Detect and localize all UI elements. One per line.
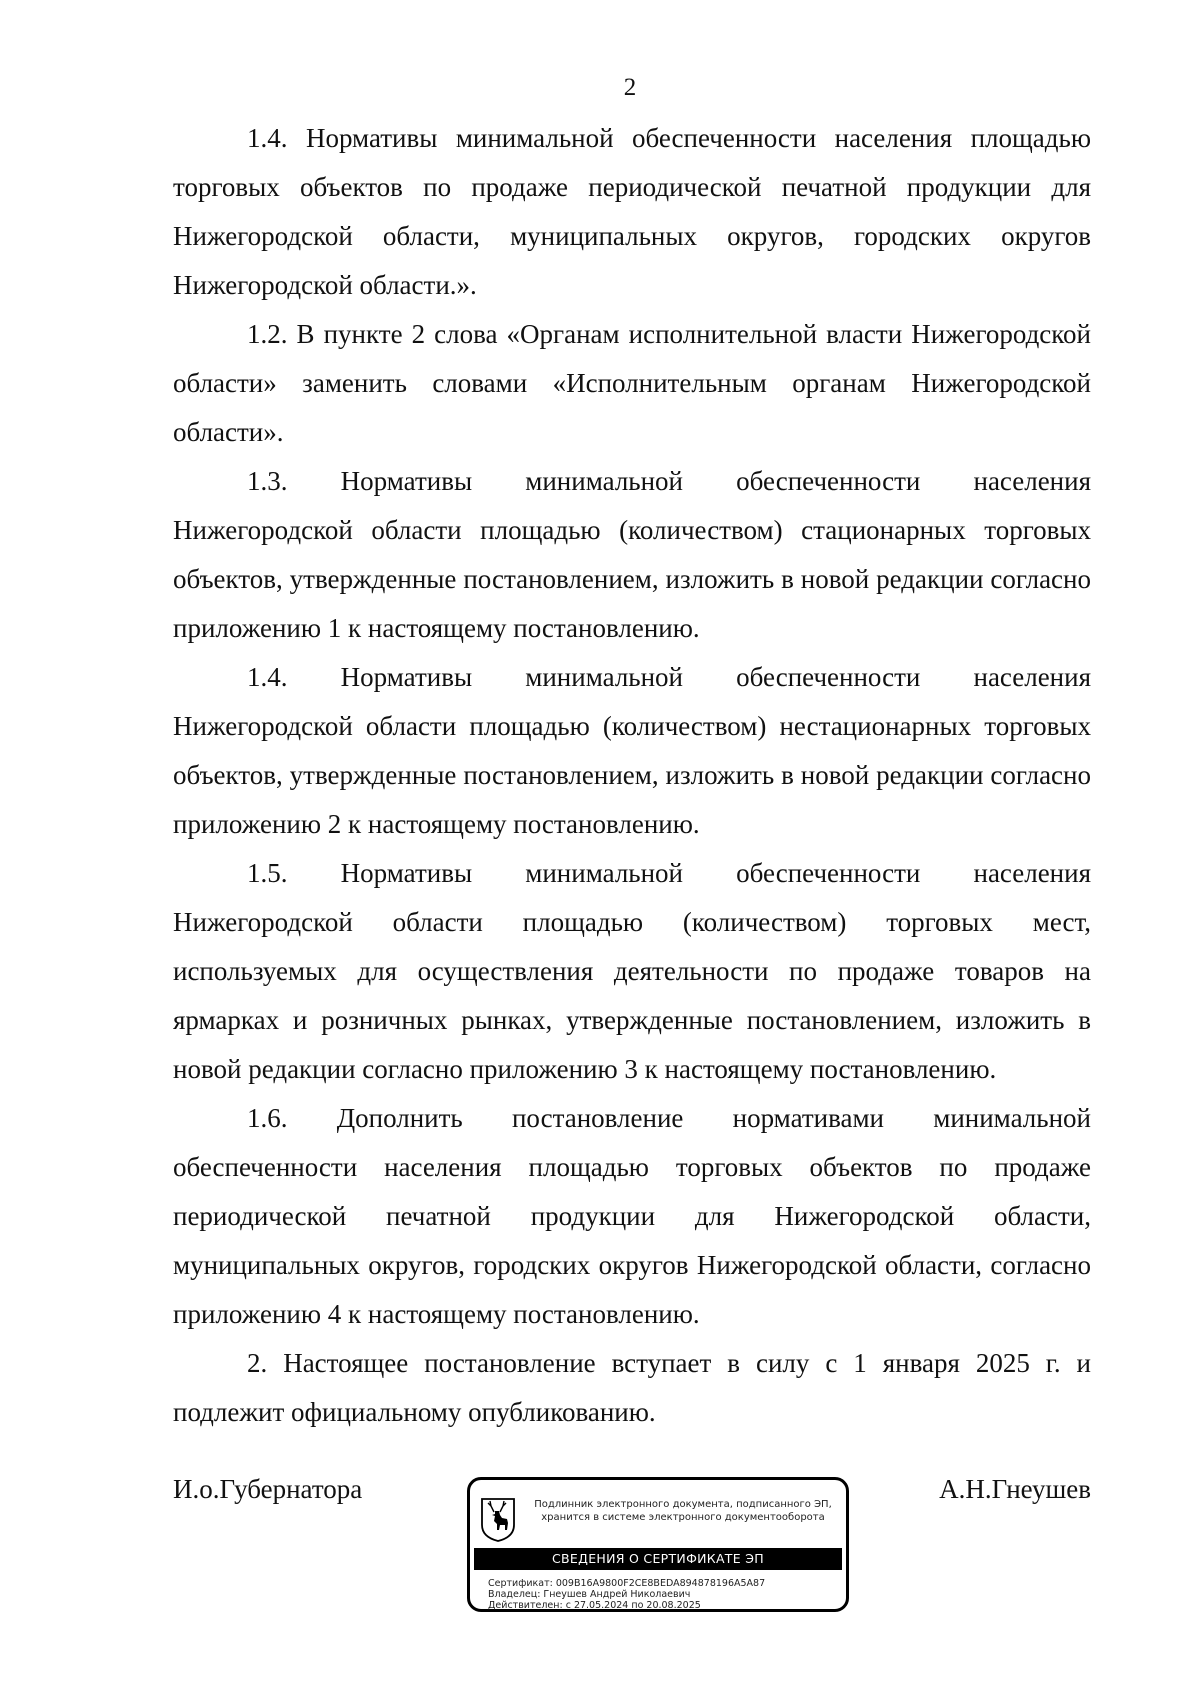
- paragraph: 1.3. Нормативы минимальной обеспеченности населения Нижегородской области площадью (количеством) стационарных торговых объектов, утвержденные постановлением, изложить в новой редакции согласно приложению 1 к настоящему постановлению.: [173, 466, 1091, 643]
- stamp-header-line: хранится в системе электронного документооборота: [541, 1512, 825, 1523]
- signatory-name: А.Н.Гнеушев: [939, 1474, 1091, 1504]
- paragraph: 1.4. Нормативы минимальной обеспеченности населения Нижегородской области площадью (количеством) нестационарных торговых объектов, утвержденные постановлением, изложить в новой редакции согласно приложению 2 к настоящему постановлению.: [173, 662, 1091, 839]
- electronic-signature-stamp: [467, 1477, 849, 1612]
- signatory-position: И.о.Губернатора: [173, 1474, 363, 1504]
- stamp-title: СВЕДЕНИЯ О СЕРТИФИКАТЕ ЭП: [474, 1548, 842, 1570]
- page-number: 2: [623, 74, 637, 101]
- stamp-header-line: Подлинник электронного документа, подписанного ЭП,: [534, 1499, 832, 1510]
- deer-coat-of-arms-icon: [480, 1497, 516, 1542]
- certificate-number: Сертификат: 009B16A9800F2CE8BEDA894878196A5A87: [488, 1578, 766, 1589]
- paragraph: 1.2. В пункте 2 слова «Органам исполнительной власти Нижегородской области» заменить словами «Исполнительным органам Нижегородской области».: [173, 319, 1091, 447]
- paragraph: 1.4. Нормативы минимальной обеспеченности населения площадью торговых объектов по продаже периодической печатной продукции для Нижегородской области, муниципальных округов, городских округов Нижегородской области.».: [173, 123, 1091, 300]
- document-body: [173, 114, 1091, 1437]
- stamp-header: [522, 1498, 844, 1524]
- certificate-validity: Действителен: с 27.05.2024 по 20.08.2025: [488, 1600, 701, 1611]
- paragraph: 2. Настоящее постановление вступает в силу с 1 января 2025 г. и подлежит официальному опубликованию.: [173, 1348, 1091, 1427]
- certificate-owner: Владелец: Гнеушев Андрей Николаевич: [488, 1589, 691, 1600]
- paragraph: 1.6. Дополнить постановление нормативами минимальной обеспеченности населения площадью торговых объектов по продаже периодической печатной продукции для Нижегородской области, муниципальных округов, городских округов Нижегородской области, согласно приложению 4 к настоящему постановлению.: [173, 1103, 1091, 1329]
- paragraph: 1.5. Нормативы минимальной обеспеченности населения Нижегородской области площадью (количеством) торговых мест, используемых для осуществления деятельности по продаже товаров на ярмарках и розничных рынках, утвержденные постановлением, изложить в новой редакции согласно приложению 3 к настоящему постановлению.: [173, 858, 1091, 1084]
- certificate-details: [488, 1578, 843, 1611]
